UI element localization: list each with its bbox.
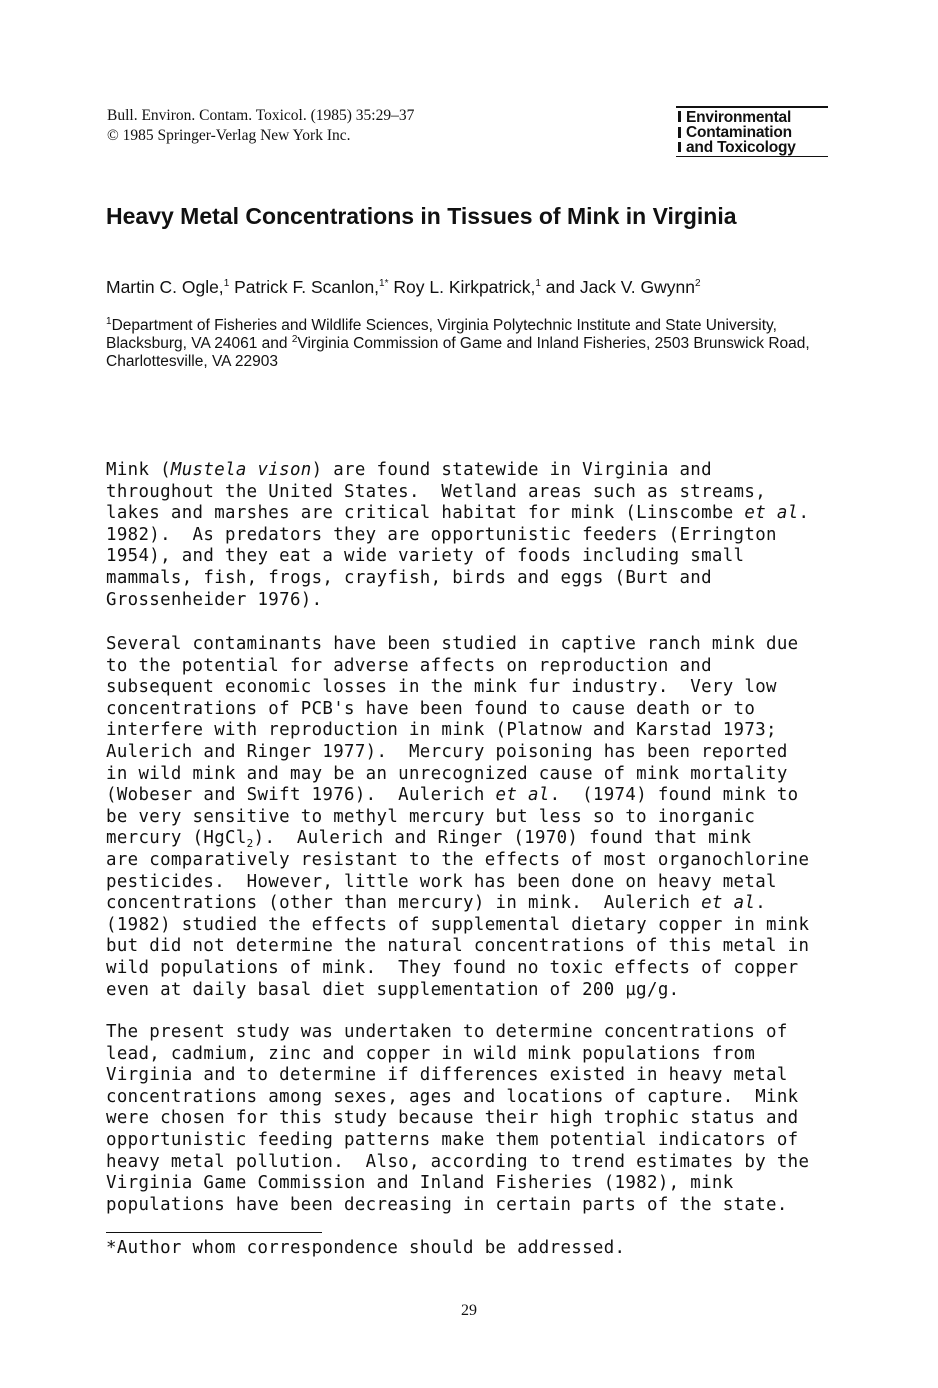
logo-tick	[678, 111, 681, 122]
copyright-line: © 1985 Springer-Verlag New York Inc.	[107, 127, 351, 144]
affiliation-text: Department of Fisheries and Wildlife Sciences, Virginia Polytechnic Institute and State University, Blacksburg, VA 24061 and	[106, 317, 777, 352]
paragraph-text: ). Aulerich and Ringer (1970) found that mink are comparatively resistant to the effects of most organochlorine pesticides. However, little work has been done on heavy metal concentrations (other than mercury) in mink. Aulerich	[106, 828, 810, 914]
author-affiliation-mark: 1	[223, 278, 230, 289]
affiliation-text: Virginia Commission of Game and Inland Fisheries, 2503 Brunswick Road, Charlottesville, VA 22903	[106, 335, 810, 370]
affiliation-mark: 1	[106, 316, 112, 327]
paragraph-text: . (1974) found mink to be very sensitive to methyl mercury but less so to inorganic mercury (HgCl	[106, 785, 799, 849]
paragraph-text: Mink (	[106, 460, 171, 480]
author-list	[106, 276, 701, 298]
logo-tick	[678, 142, 681, 152]
journal-citation	[107, 106, 414, 146]
body-paragraph	[106, 460, 836, 611]
author-name: Martin C. Ogle,	[106, 277, 224, 297]
author-affiliation-mark: 1*	[379, 278, 389, 289]
author-affiliation-mark: 1	[535, 278, 541, 289]
et-al: et al	[744, 503, 799, 524]
et-al: et al	[495, 785, 550, 806]
author-name: Patrick F. Scanlon,	[234, 277, 380, 297]
article-title: Heavy Metal Concentrations in Tissues of Mink in Virginia	[106, 203, 737, 229]
et-al: et al	[701, 893, 756, 914]
author-affiliation-mark: 2	[694, 278, 701, 289]
subscript: 2	[246, 837, 254, 851]
affiliations	[106, 317, 826, 371]
footnote: *Author whom correspondence should be addressed.	[106, 1238, 626, 1258]
body-paragraph	[106, 634, 836, 1001]
paragraph-text: . (1982) studied the effects of supplemental dietary copper in mink but did not determine the natural concentrations of this metal in wild populations of mink. They found no toxic effects of copper even at daily basal diet supplementation of 200 µg/g.	[106, 893, 810, 1000]
body-paragraph: The present study was undertaken to determine concentrations of lead, cadmium, zinc and copper in wild mink populations from Virginia and to determine if differences existed in heavy metal concentrations among sexes, ages and locations of capture. Mink were chosen for this study because their high trophic status and opportunistic feeding patterns make them potential indicators of heavy metal pollution. Also, according to trend estimates by the Virginia Game Commission and Inland Fisheries (1982), mink populations have been decreasing in certain parts of the state.	[106, 1022, 810, 1215]
affiliation-mark: 2	[291, 334, 298, 345]
author-name: Roy L. Kirkpatrick,	[393, 277, 536, 297]
citation-line: Bull. Environ. Contam. Toxicol. (1985) 35:29–37	[107, 107, 415, 124]
logo-line: Environmental	[686, 108, 792, 126]
paragraph-text: . 1982). As predators they are opportunistic feeders (Errington 1954), and they eat a wide variety of foods including small mammals, fish, frogs, crayfish, birds and eggs (Burt and Grossenheider 1976).	[106, 503, 810, 610]
footnote-rule	[106, 1232, 322, 1233]
author-name: and Jack V. Gwynn	[545, 277, 695, 297]
journal-logo	[676, 106, 828, 157]
logo-tick	[678, 127, 681, 138]
paragraph-text: Several contaminants have been studied in captive ranch mink due to the potential for adverse affects on reproduction and subsequent economic losses in the mink fur industry. Very low concentrations of PCB's have been found to cause death or to interfere with reproduction in mink (Platnow and Karstad 1973; Aulerich and Ringer 1977). Mercury poisoning has been reported in wild mink and may be an unrecognized cause of mink mortality (Wobeser and Swift 1976). Aulerich	[106, 634, 799, 806]
paragraph-text: ) are found statewide in Virginia and throughout the United States. Wetland areas such as streams, lakes and marshes are critical habitat for mink (Linscombe	[106, 460, 767, 524]
logo-line: Contamination	[686, 123, 792, 141]
logo-bottom-rule	[676, 156, 828, 158]
page-number: 29	[461, 1302, 477, 1319]
species-name: Mustela vison	[170, 460, 312, 480]
logo-line: and Toxicology	[686, 138, 796, 156]
